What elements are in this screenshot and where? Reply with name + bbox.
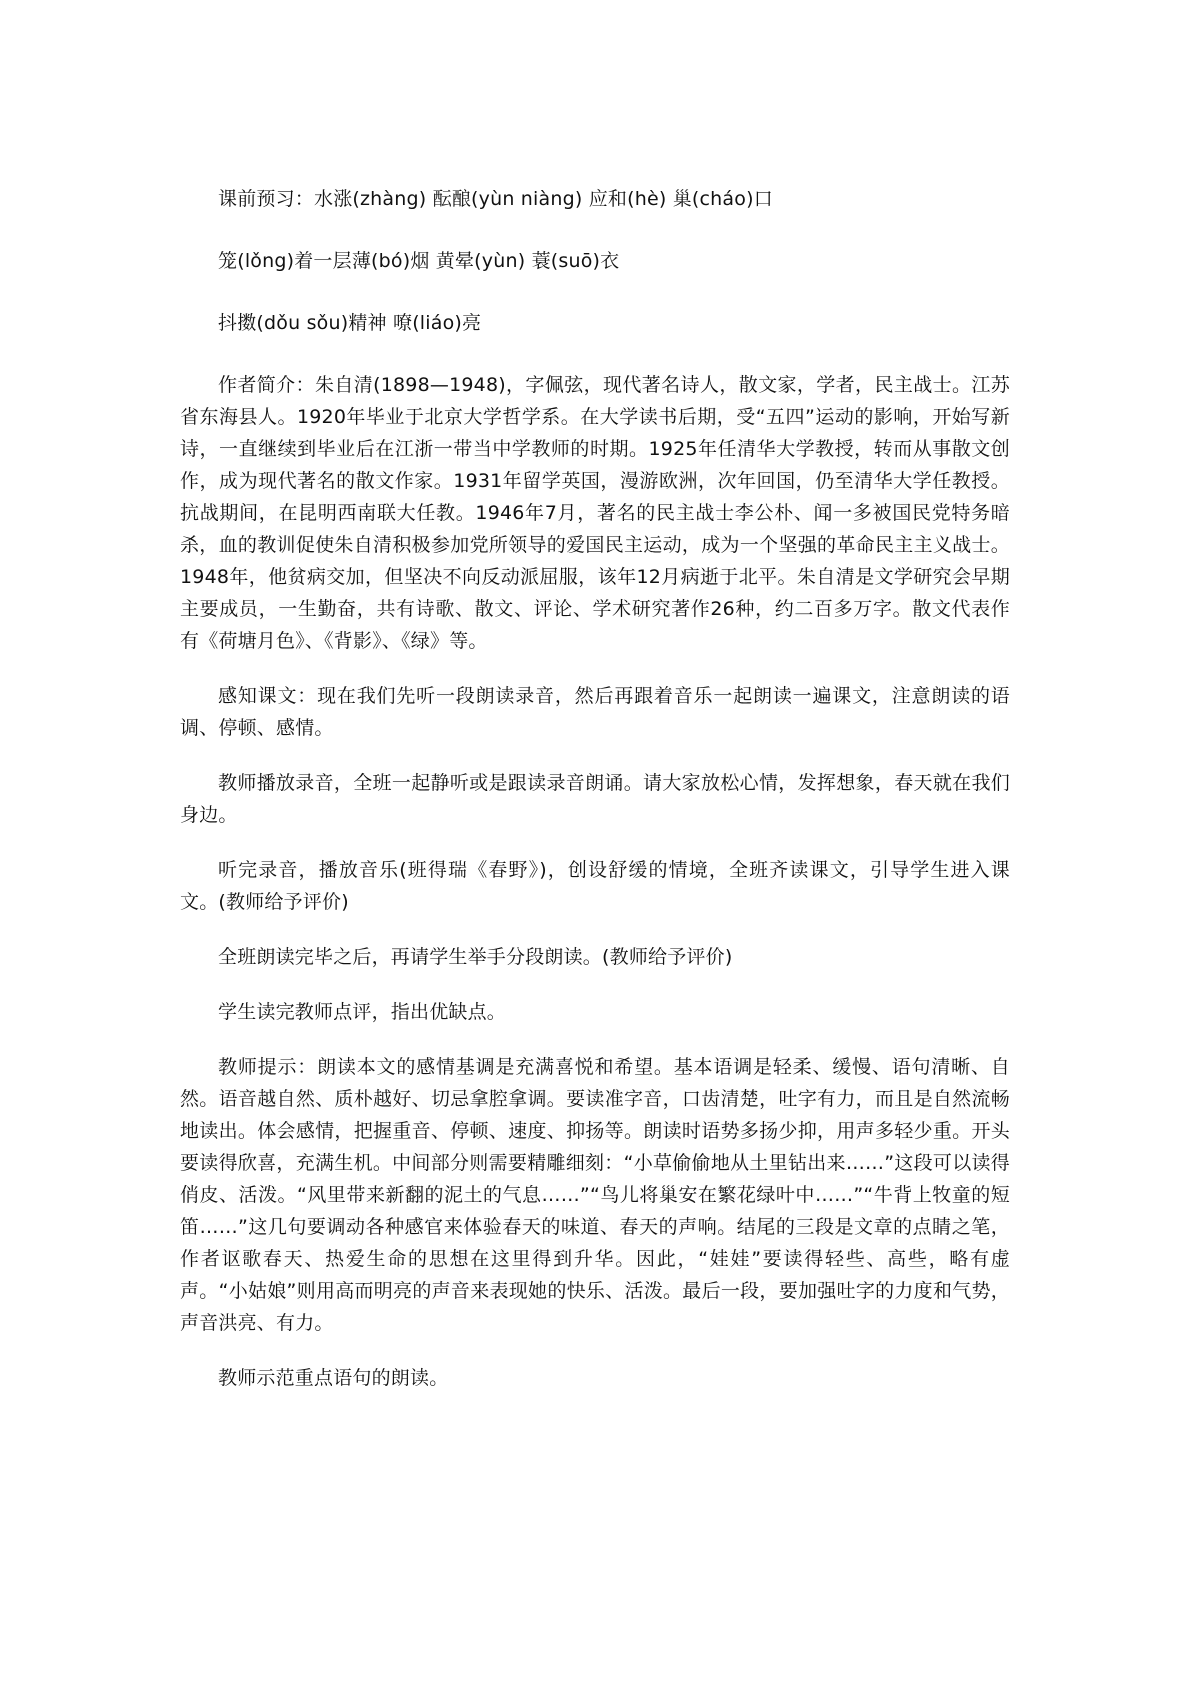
perceive-text-paragraph: 感知课文：现在我们先听一段朗读录音，然后再跟着音乐一起朗读一遍课文，注意朗读的语调、停顿、感情。 bbox=[180, 685, 1010, 739]
document-body bbox=[180, 183, 1010, 1394]
preview-pinyin-line-2: 笼(lǒng)着一层薄(bó)烟 黄晕(yùn) 蓑(suō)衣 bbox=[218, 250, 620, 272]
teacher-demo-paragraph: 教师示范重点语句的朗读。 bbox=[218, 1367, 449, 1389]
teacher-comment-paragraph: 学生读完教师点评，指出优缺点。 bbox=[218, 1001, 507, 1023]
after-recording-paragraph: 听完录音，播放音乐(班得瑞《春野》)，创设舒缓的情境，全班齐读课文，引导学生进入课文。(教师给予评价) bbox=[180, 859, 1010, 913]
preview-pinyin-line-3: 抖擞(dǒu sǒu)精神 嘹(liáo)亮 bbox=[218, 312, 482, 334]
author-intro-paragraph: 作者简介：朱自清(1898—1948)，字佩弦，现代著名诗人，散文家，学者，民主战士。江苏省东海县人。1920年毕业于北京大学哲学系。在大学读书后期，受“五四”运动的影响，开始写新诗，一直继续到毕业后在江浙一带当中学教师的时期。1925年任清华大学教授，转而从事散文创作，成为现代著名的散文作家。1931年留学英国，漫游欧洲，次年回国，仍至清华大学任教授。抗战期间，在昆明西南联大任教。1946年7月，著名的民主战士李公朴、闻一多被国民党特务暗杀，血的教训促使朱自清积极参加党所领导的爱国民主运动，成为一个坚强的革命民主主义战士。1948年，他贫病交加，但坚决不向反动派屈服，该年12月病逝于北平。朱自清是文学研究会早期主要成员，一生勤奋，共有诗歌、散文、评论、学术研究著作26种，约二百多万字。散文代表作有《荷塘月色》、《背影》、《绿》等。 bbox=[180, 374, 1010, 652]
teacher-tips-paragraph: 教师提示：朗读本文的感情基调是充满喜悦和希望。基本语调是轻柔、缓慢、语句清晰、自然。语音越自然、质朴越好、切忌拿腔拿调。要读准字音，口齿清楚，吐字有力，而且是自然流畅地读出。体会感情，把握重音、停顿、速度、抑扬等。朗读时语势多扬少抑，用声多轻少重。开头要读得欣喜，充满生机。中间部分则需要精雕细刻：“小草偷偷地从土里钻出来……”这段可以读得俏皮、活泼。“风里带来新翻的泥土的气息……”“鸟儿将巢安在繁花绿叶中……”“牛背上牧童的短笛……”这几句要调动各种感官来体验春天的味道、春天的声响。结尾的三段是文章的点睛之笔，作者讴歌春天、热爱生命的思想在这里得到升华。因此，“娃娃”要读得轻些、高些，略有虚声。“小姑娘”则用高而明亮的声音来表现她的快乐、活泼。最后一段，要加强吐字的力度和气势，声音洪亮、有力。 bbox=[180, 1056, 1010, 1334]
class-reading-paragraph: 全班朗读完毕之后，再请学生举手分段朗读。(教师给予评价) bbox=[218, 946, 733, 968]
preview-pinyin-line-1: 课前预习：水涨(zhàng) 酝酿(yùn niàng) 应和(hè) 巢(cháo)口 bbox=[218, 188, 773, 210]
teacher-plays-recording-paragraph: 教师播放录音，全班一起静听或是跟读录音朗诵。请大家放松心情，发挥想象，春天就在我们身边。 bbox=[180, 772, 1010, 826]
